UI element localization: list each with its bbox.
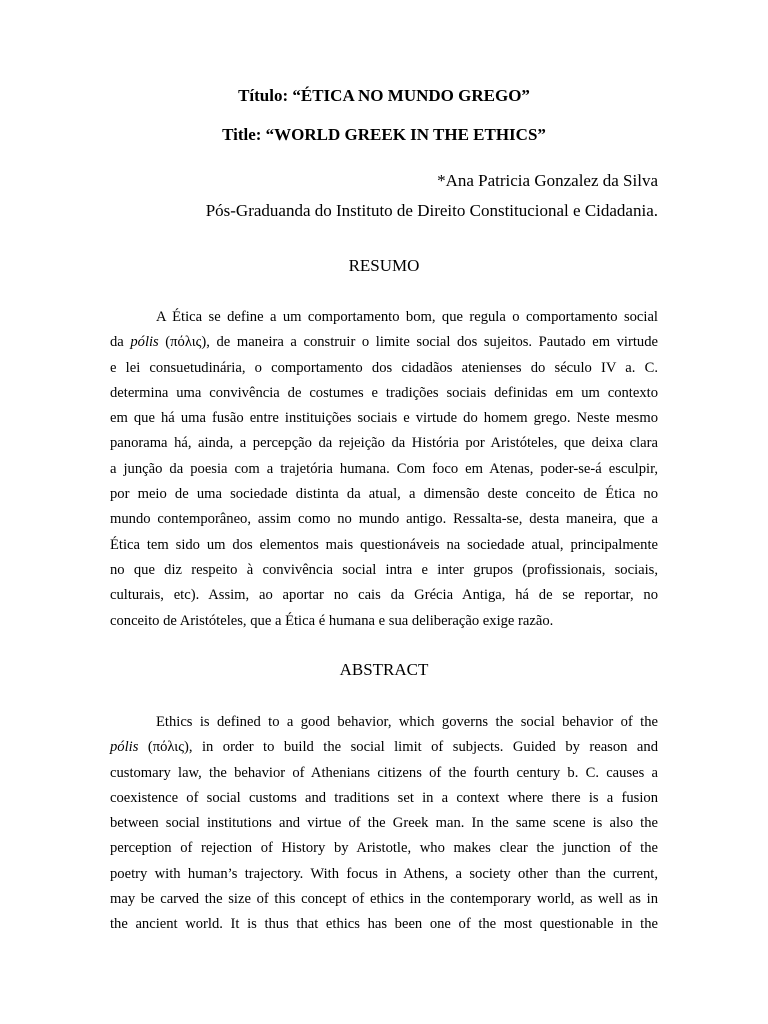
abstract-paragraph [110,710,658,938]
abstract-line: customary law, the behavior of Athenians citizens of the fourth century b. C. causes a [110,764,658,781]
title-english: Title: “WORLD GREEK IN THE ETHICS” [222,125,546,144]
abstract-line: between social institutions and virtue of the Greek man. In the same scene is also the [110,815,658,832]
author-affiliation: Pós-Graduanda do Instituto de Direito Constitucional e Cidadania. [205,201,658,220]
resumo-line: em que há uma fusão entre instituições sociais e virtude do homem grego. Neste mesmo [110,410,658,427]
resumo-line: A Ética se define a um comportamento bom, que regula o comportamento social [156,309,658,325]
title-portuguese: Título: “ÉTICA NO MUNDO GREGO” [238,86,530,105]
resumo-line: da pólis (πόλις), de maneira a construir o limite social dos sujeitos. Pautado em virtude [110,334,658,351]
resumo-line: e lei consuetudinária, o comportamento dos cidadãos atenienses do século IV a. C. [110,359,658,376]
resumo-line: no que diz respeito à convivência social intra e inter grupos (profissionais, sociais, [110,561,658,578]
resumo-line: determina uma convivência de costumes e tradições sociais definidas em um contexto [110,384,658,401]
abstract-line: coexistence of social customs and traditions set in a context where there is a fusion [110,789,658,806]
abstract-line: perception of rejection of History by Aristotle, who makes clear the junction of the [110,840,658,857]
author-name: *Ana Patricia Gonzalez da Silva [437,171,658,190]
resumo-line: panorama há, ainda, a percepção da rejeição da História por Aristóteles, que deixa clara [110,435,658,452]
resumo-paragraph [110,305,658,634]
abstract-line: may be carved the size of this concept of ethics in the contemporary world, as well as in [110,891,658,908]
abstract-line: the ancient world. It is thus that ethics has been one of the most questionable in the [110,916,658,933]
resumo-line: a junção da poesia com a trajetória humana. Com foco em Atenas, poder-se-á esculpir, [110,460,658,477]
abstract-line: pólis (πόλις), in order to build the social limit of subjects. Guided by reason and [110,739,658,756]
resumo-line: por meio de uma sociedade distinta da atual, a dimensão deste conceito de Ética no [110,486,658,503]
abstract-line: Ethics is defined to a good behavior, which governs the social behavior of the [156,714,658,730]
abstract-line: poetry with human’s trajectory. With focus in Athens, a society other than the current, [110,865,658,882]
resumo-heading: RESUMO [348,256,420,275]
abstract-heading: ABSTRACT [339,660,429,679]
resumo-line: culturais, etc). Assim, ao aportar no cais da Grécia Antiga, há de se reportar, no [110,587,658,604]
resumo-line: Ética tem sido um dos elementos mais questionáveis na sociedade atual, principalmente [110,536,658,553]
resumo-line: conceito de Aristóteles, que a Ética é humana e sua deliberação exige razão. [110,612,554,629]
resumo-line: mundo contemporâneo, assim como no mundo antigo. Ressalta-se, desta maneira, que a [110,511,658,528]
